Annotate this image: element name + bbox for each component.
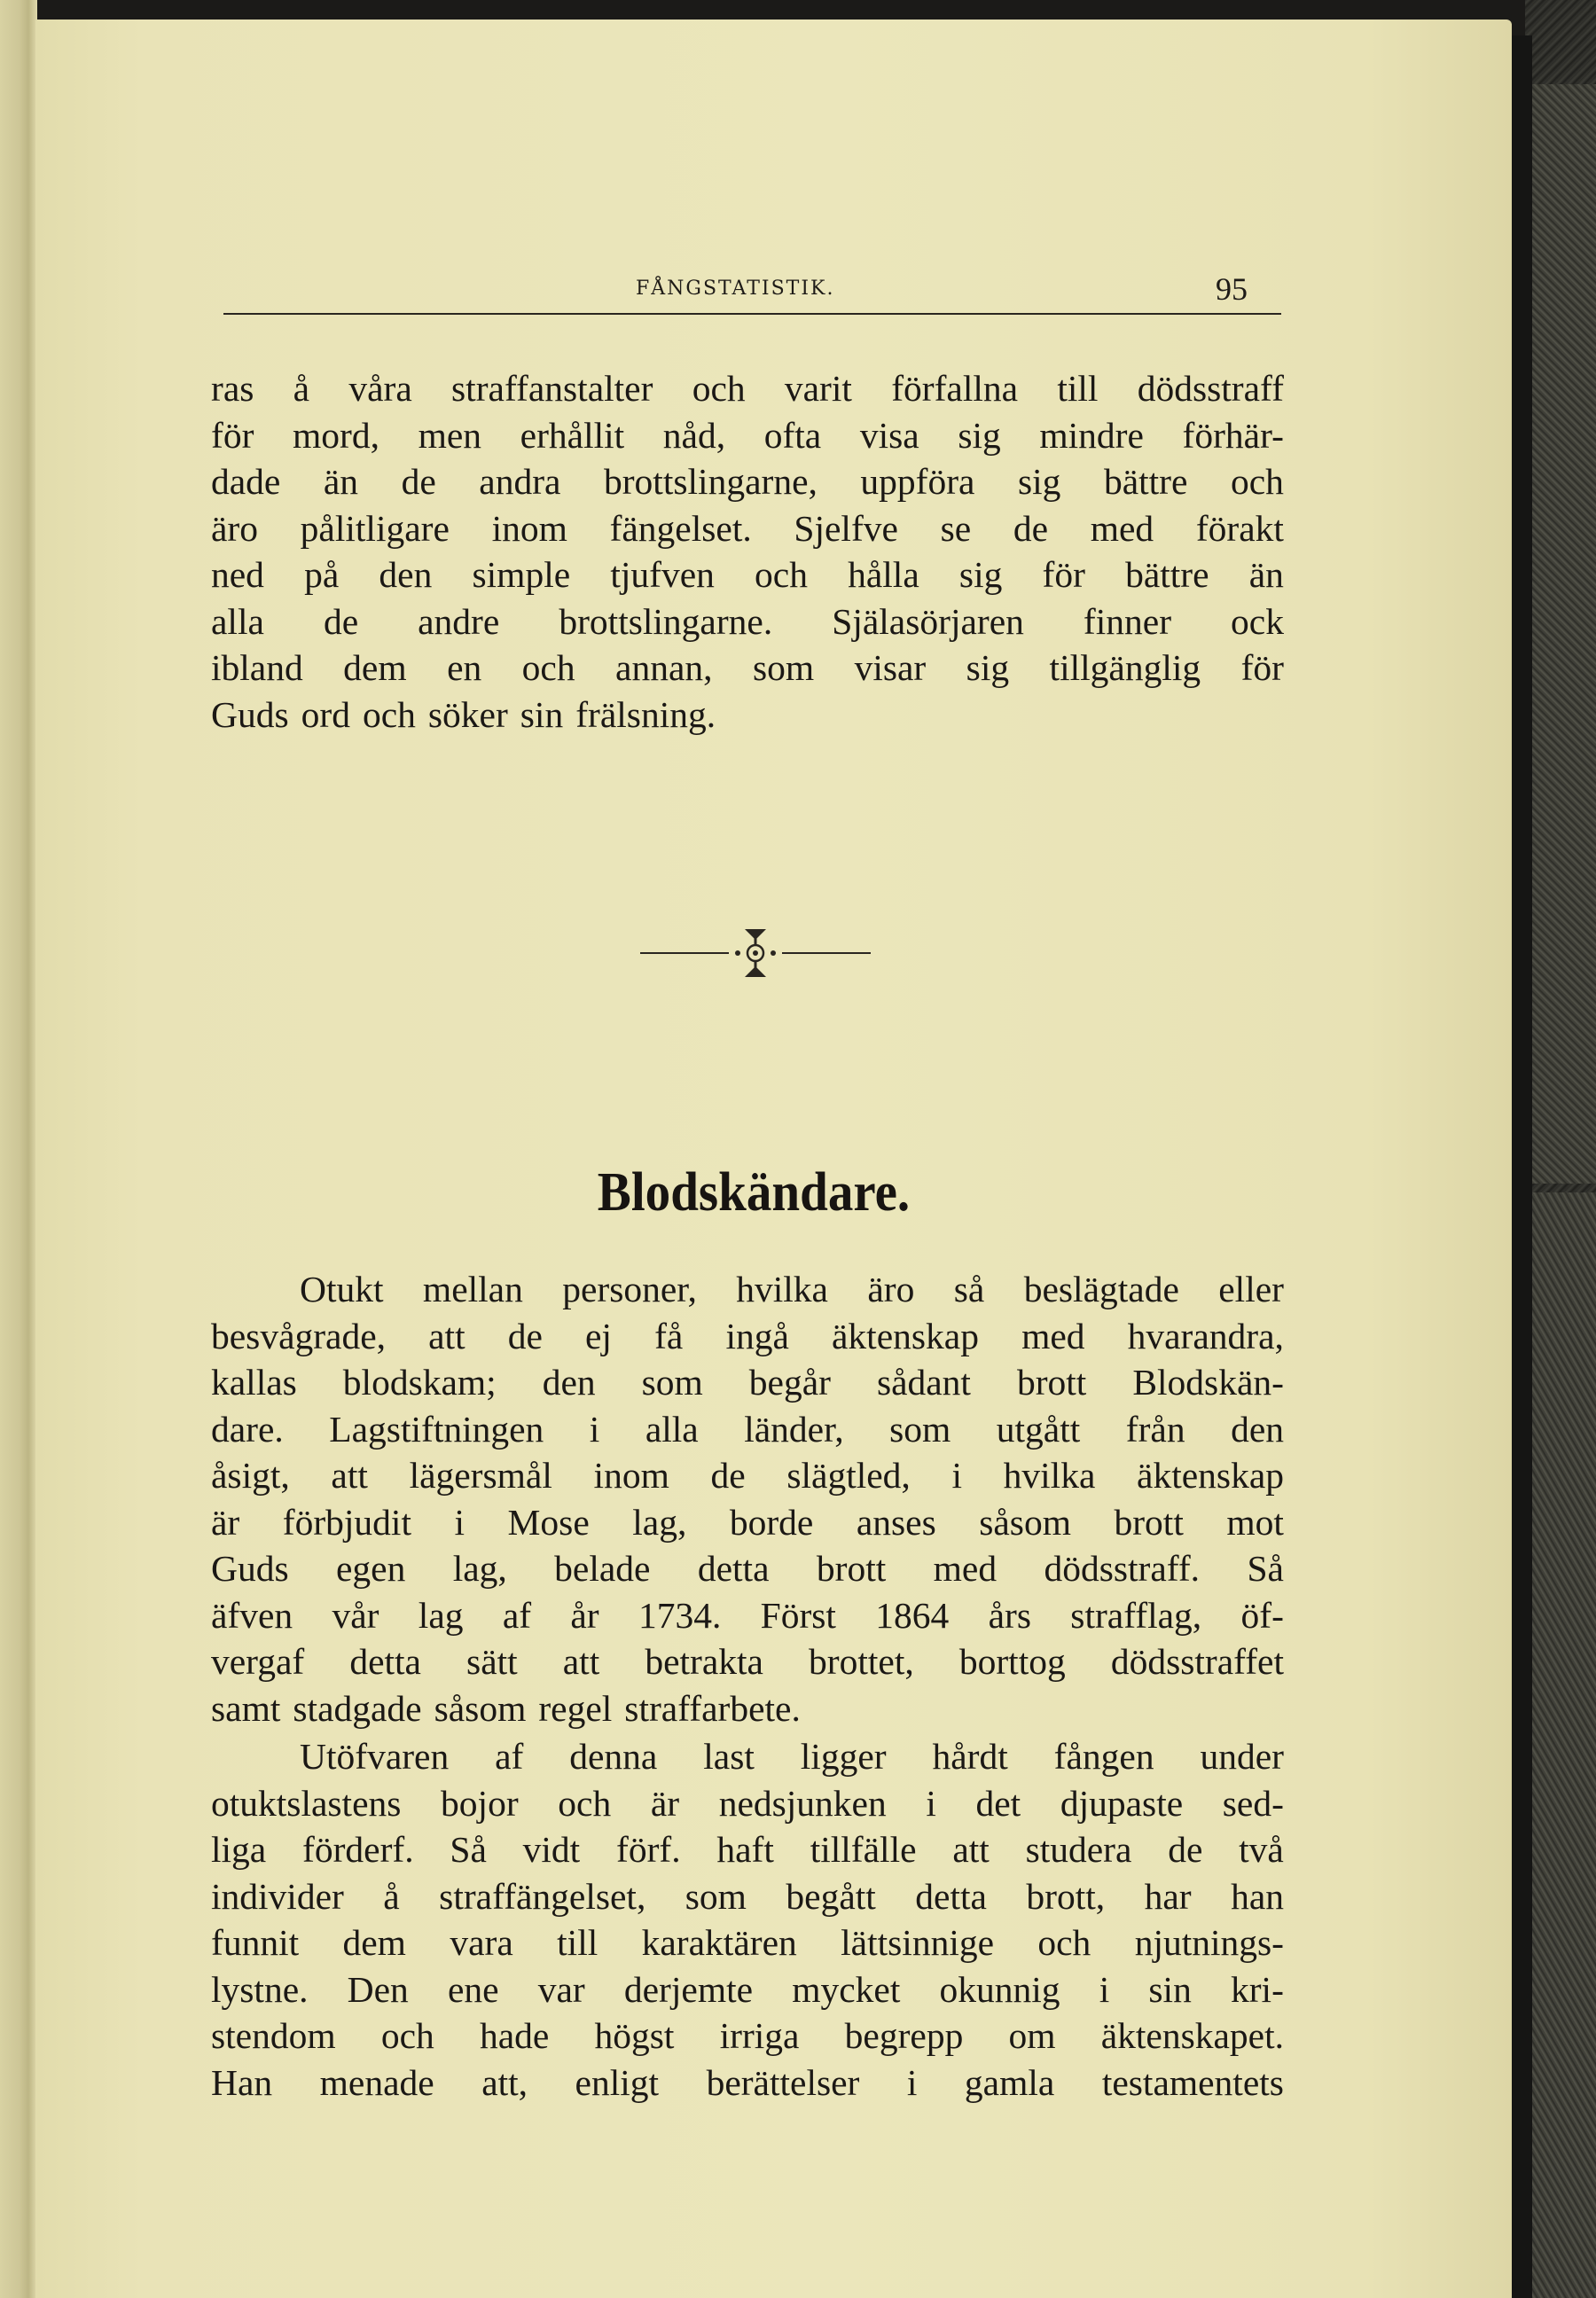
text-line: Utöfvaren af denna last ligger hårdt fången under — [300, 1736, 1284, 1777]
text-line: lystne. Den ene var derjemte mycket okunnig i sin kri- — [211, 1968, 1284, 2010]
text-line: liga förderf. Så vidt förf. haft tillfälle att studera de två — [211, 1829, 1284, 1870]
book-cover-texture-upper — [1525, 84, 1596, 1184]
section-heading: Blodskändare. — [597, 1162, 911, 1223]
paragraph — [211, 1733, 1284, 2106]
text-line: funnit dem vara till karaktären lättsinnige och njutnings- — [211, 1922, 1284, 1963]
page-header — [223, 270, 1281, 315]
text-line: Han menade att, enligt berättelser i gamla testamentets — [211, 2061, 1284, 2103]
text-line: åsigt, att lägersmål inom de slägtled, i hvilka äktenskap — [211, 1455, 1284, 1496]
text-line: Otukt mellan personer, hvilka äro så beslägtade eller — [300, 1269, 1284, 1309]
page-stack-edge — [0, 0, 37, 2298]
text-line: är förbjudit i Mose lag, borde anses såsom brott mot — [211, 1501, 1284, 1543]
text-line: kallas blodskam; den som begår sådant brott Blodskän- — [211, 1362, 1284, 1403]
text-line: besvågrade, att de ej få ingå äktenskap med hvarandra, — [211, 1315, 1284, 1356]
text-line: samt stadgade såsom regel straffarbete. — [211, 1687, 801, 1729]
text-line: Guds ord och söker sin frälsning. — [211, 693, 716, 735]
text-line: för mord, men erhållit nåd, ofta visa sig mindre förhär- — [211, 414, 1284, 456]
paragraph — [211, 1266, 1284, 1731]
section-divider-ornament-icon — [640, 922, 871, 984]
book-cover-texture-lower — [1525, 1192, 1596, 2298]
text-line: äro pålitligare inom fängelset. Sjelfve se de med förakt — [211, 507, 1284, 549]
text-line: ibland dem en och annan, som visar sig tillgänglig för — [211, 647, 1284, 688]
text-line: ras å våra straffanstalter och varit förfallna till dödsstraff — [211, 368, 1284, 409]
text-line: dare. Lagstiftningen i alla länder, som utgått från den — [211, 1408, 1284, 1450]
page-number: 95 — [1216, 271, 1248, 307]
text-line: ned på den simple tjufven och hålla sig för bättre än — [211, 554, 1284, 595]
text-line: Guds egen lag, belade detta brott med dödsstraff. Så — [211, 1548, 1284, 1589]
text-line: alla de andre brottslingarne. Själasörjaren finner ock — [211, 600, 1284, 642]
text-line: otuktslastens bojor och är nedsjunken i det djupaste sed- — [211, 1782, 1284, 1824]
text-line: individer å straffängelset, som begått detta brott, har han — [211, 1875, 1284, 1917]
text-line: stendom och hade högst irriga begrepp om äktenskapet. — [211, 2015, 1284, 2056]
running-head: FÅNGSTATISTIK. — [636, 277, 835, 300]
text-line: vergaf detta sätt att betrakta brottet, borttog dödsstraffet — [211, 1641, 1284, 1682]
text-line: dade än de andra brottslingarne, uppföra sig bättre och — [211, 461, 1284, 502]
text-line: äfven vår lag af år 1734. Först 1864 års strafflag, öf- — [211, 1594, 1284, 1636]
paragraph-continued — [211, 365, 1284, 738]
